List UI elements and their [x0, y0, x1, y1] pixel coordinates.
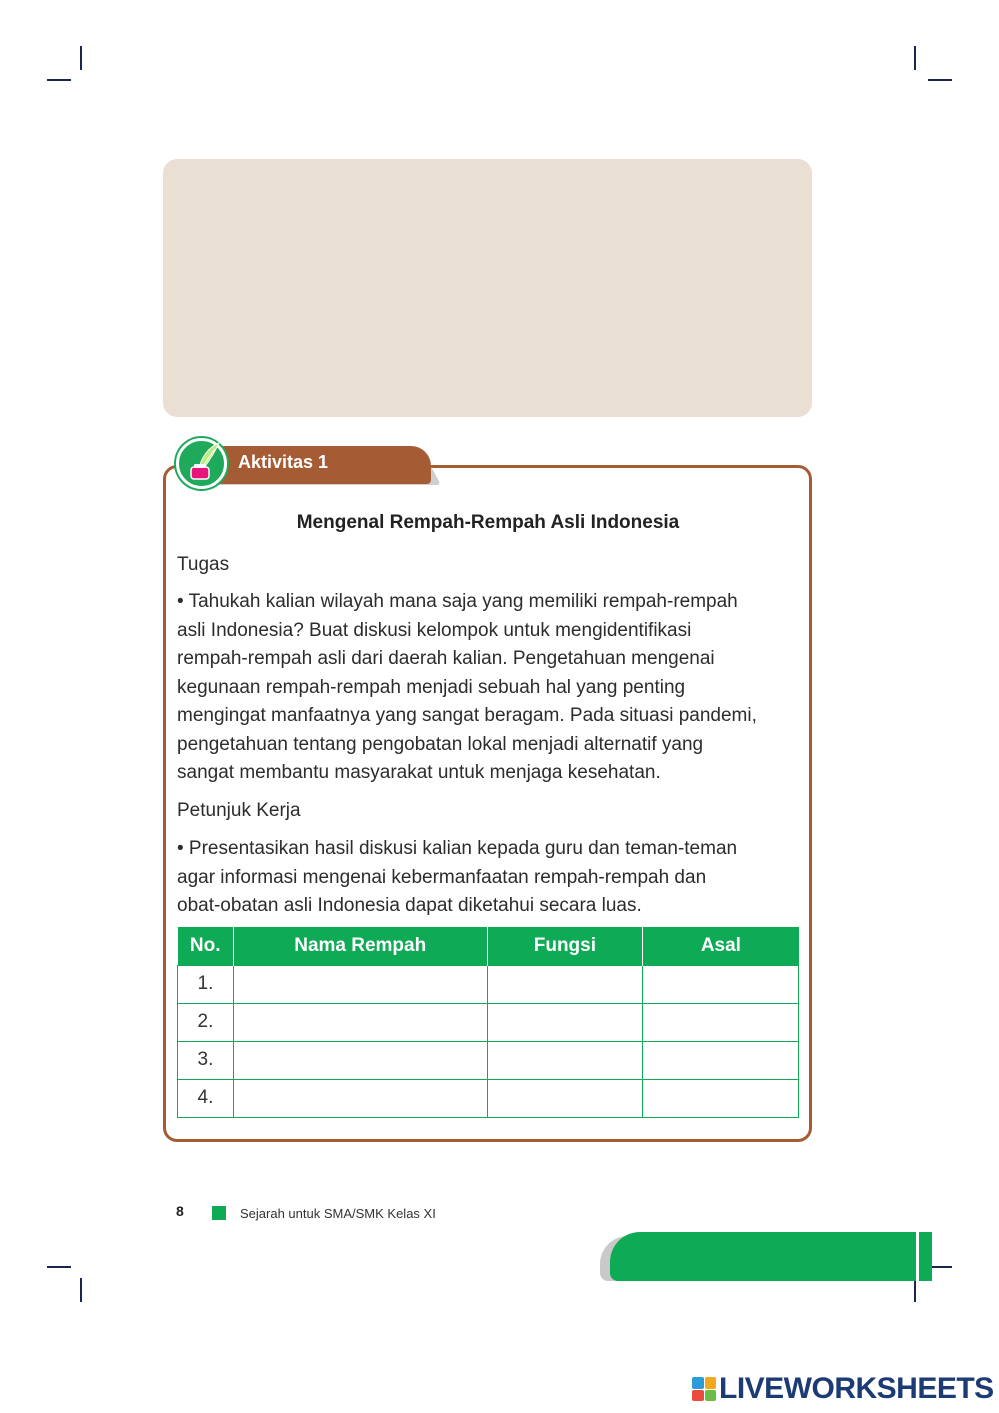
task-line: • Tahukah kalian wilayah mana saja yang memiliki rempah-rempah [177, 591, 738, 612]
row-number: 3. [178, 1041, 234, 1079]
asal-cell[interactable] [643, 1003, 799, 1041]
header-no: No. [178, 927, 234, 965]
fungsi-cell[interactable] [487, 1003, 643, 1041]
instruction-line: obat-obatan asli Indonesia dapat diketahui secara luas. [177, 895, 642, 916]
table-row [178, 1003, 799, 1041]
fungsi-cell[interactable] [487, 1041, 643, 1079]
table-row [178, 965, 799, 1003]
task-paragraph [177, 588, 757, 788]
liveworksheets-logo-icon [692, 1377, 716, 1401]
activity-tab-label: Aktivitas 1 [238, 452, 329, 472]
table-header-row [178, 927, 799, 965]
page-number: 8 [176, 1203, 184, 1219]
watermark-text: LIVEWORKSHEETS [719, 1372, 994, 1405]
row-number: 2. [178, 1003, 234, 1041]
nama-rempah-cell[interactable] [233, 965, 487, 1003]
header-fungsi: Fungsi [487, 927, 643, 965]
task-line: rempah-rempah asli dari daerah kalian. Pengetahuan mengenai [177, 648, 715, 669]
task-line: mengingat manfaatnya yang sangat beragam. Pada situasi pandemi, [177, 705, 757, 726]
instructions-paragraph [177, 835, 737, 921]
asal-cell[interactable] [643, 965, 799, 1003]
book-title: Sejarah untuk SMA/SMK Kelas XI [240, 1206, 436, 1221]
header-nama-rempah: Nama Rempah [233, 927, 487, 965]
header-asal: Asal [643, 927, 799, 965]
instruction-line: • Presentasikan hasil diskusi kalian kepada guru dan teman-teman [177, 838, 738, 859]
task-line: kegunaan rempah-rempah menjadi sebuah hal yang penting [177, 676, 686, 698]
footer-square-icon [212, 1206, 226, 1220]
row-number: 4. [178, 1079, 234, 1117]
crop-mark [47, 79, 71, 81]
task-line: pengetahuan tentang pengobatan lokal menjadi alternatif yang [177, 733, 704, 755]
asal-cell[interactable] [643, 1079, 799, 1117]
row-number: 1. [178, 965, 234, 1003]
fungsi-cell[interactable] [487, 965, 643, 1003]
nama-rempah-cell[interactable] [233, 1079, 487, 1117]
ink-pot-quill-icon [176, 438, 227, 489]
instructions-heading: Petunjuk Kerja [177, 800, 301, 821]
nama-rempah-cell[interactable] [233, 1003, 487, 1041]
asal-cell[interactable] [643, 1041, 799, 1079]
crop-mark [47, 1266, 71, 1268]
crop-mark [80, 46, 82, 70]
footer-bar-divider [916, 1232, 919, 1281]
crop-mark [914, 46, 916, 70]
fungsi-cell[interactable] [487, 1079, 643, 1117]
image-placeholder-panel [163, 159, 812, 417]
activity-title: Mengenal Rempah-Rempah Asli Indonesia [296, 512, 680, 533]
crop-mark [928, 79, 952, 81]
instruction-line: agar informasi mengenai kebermanfaatan rempah-rempah dan [177, 866, 707, 888]
liveworksheets-watermark [692, 1372, 994, 1406]
task-line: asli Indonesia? Buat diskusi kelompok untuk mengidentifikasi [177, 619, 692, 641]
task-heading: Tugas [177, 554, 230, 575]
crop-mark [80, 1278, 82, 1302]
nama-rempah-cell[interactable] [233, 1041, 487, 1079]
footer-green-bar [610, 1232, 932, 1281]
spice-table [177, 927, 799, 1118]
table-row [178, 1041, 799, 1079]
task-line: sangat membantu masyarakat untuk menjaga kesehatan. [177, 762, 661, 783]
crop-mark [914, 1278, 916, 1302]
table-row [178, 1079, 799, 1117]
